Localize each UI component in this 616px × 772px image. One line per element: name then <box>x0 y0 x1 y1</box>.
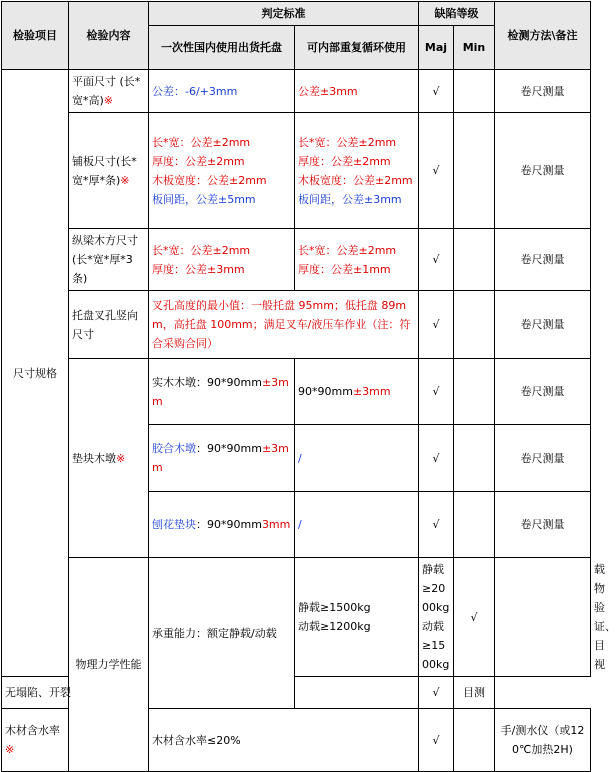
header-criteria: 判定标准 <box>149 2 419 26</box>
criteria-a: 实木木墩：90*90mm±3mm <box>149 359 295 425</box>
maj-check: √ <box>419 425 454 492</box>
content-cell: 纵梁木方尺寸(长*宽*厚*3条) <box>69 229 149 291</box>
content-cell: 托盘叉孔竖向尺寸 <box>69 291 149 359</box>
maj-cell <box>295 677 419 709</box>
maj-check: √ <box>419 359 454 425</box>
method-cell: 卷尺测量 <box>495 113 591 229</box>
criteria-a: 静载≥1500kg 动载≥1200kg <box>295 558 419 677</box>
method-cell: 卷尺测量 <box>495 291 591 359</box>
table-row <box>2 359 591 425</box>
criteria-b: 长*宽：公差±2mm 厚度：公差±2mm 木板宽度：公差±2mm 板间距，公差±3mm <box>295 113 419 229</box>
content-cell: 铺板尺寸(长*宽*厚*条)※ <box>69 113 149 229</box>
min-cell <box>454 425 495 492</box>
content-cell: 木材含水率 ※ <box>2 709 69 772</box>
min-cell <box>454 113 495 229</box>
criteria-b: / <box>295 492 419 558</box>
key-mark: ※ <box>116 451 126 465</box>
header-criteria-reusable: 可内部重复循环使用 <box>295 26 419 70</box>
criteria-a: 胶合木墩：90*90mm±3mm <box>149 425 295 492</box>
header-maj: Maj <box>419 26 454 70</box>
min-cell <box>454 709 495 772</box>
table-row <box>2 70 591 113</box>
maj-check: √ <box>419 113 454 229</box>
criteria-merged: 叉孔高度的最小值：一般托盘 95mm；低托盘 89mm，高托盘 100mm；满足叉车/液压车作业（注：符合采购合同） <box>149 291 419 359</box>
header-item: 检验项目 <box>2 2 69 70</box>
key-mark: ※ <box>5 743 15 756</box>
min-cell <box>454 291 495 359</box>
header-criteria-domestic: 一次性国内使用出货托盘 <box>149 26 295 70</box>
maj-check: √ <box>419 709 454 772</box>
table-row <box>2 113 591 229</box>
criteria-a: 长*宽：公差±2mm 厚度：公差±2mm 木板宽度：公差±2mm 板间距，公差±5mm <box>149 113 295 229</box>
criteria-b: 静载≥2000kg 动载≥1500kg <box>419 558 454 677</box>
key-mark: ※ <box>120 173 130 187</box>
min-cell <box>454 359 495 425</box>
method-cell: 卷尺测量 <box>495 229 591 291</box>
maj-check: √ <box>419 291 454 359</box>
min-cell <box>454 492 495 558</box>
criteria-a: 公差：-6/+3mm <box>149 70 295 113</box>
maj-check: √ <box>419 492 454 558</box>
criteria-b: 90*90mm±3mm <box>295 359 419 425</box>
min-cell <box>495 558 591 677</box>
header-defect-level: 缺陷等级 <box>419 2 495 26</box>
header-min: Min <box>454 26 495 70</box>
content-cell: 平面尺寸 (长*宽*高)※ <box>69 70 149 113</box>
header-row <box>2 2 591 26</box>
content-cell: 垫块木墩※ <box>69 359 149 558</box>
maj-check: √ <box>419 70 454 113</box>
header-method: 检测方法\备注 <box>495 2 591 70</box>
criteria-b: / <box>295 425 419 492</box>
table-row <box>2 677 591 709</box>
group-physics: 物理力学性能 <box>69 558 149 772</box>
min-cell <box>454 70 495 113</box>
criteria-merged: 无塌陷、开裂 <box>2 677 149 709</box>
content-cell: 承重能力：额定静载/动载 <box>149 558 295 709</box>
table-row <box>2 229 591 291</box>
table-row <box>2 291 591 359</box>
criteria-a: 长*宽：公差±2mm 厚度：公差±3mm <box>149 229 295 291</box>
maj-check: √ <box>419 229 454 291</box>
inspection-spec-table <box>1 1 616 772</box>
maj-check: √ <box>454 558 495 677</box>
method-cell: 卷尺测量 <box>495 70 591 113</box>
criteria-a: 刨花垫块：90*90mm3mm <box>149 492 295 558</box>
table-row: 物理力学性能 承重能力：额定静载/动载 静载≥1500kg 动载≥1200kg 静载≥2000kg 动载≥1500kg √ 载物验证、目视 <box>2 558 591 677</box>
criteria-b: 公差±3mm <box>295 70 419 113</box>
method-cell: 手/测水仪（或120℃加热2H) <box>495 709 591 772</box>
method-cell: 卷尺测量 <box>495 492 591 558</box>
criteria-merged: 木材含水率≤20% <box>149 709 419 772</box>
min-cell <box>454 229 495 291</box>
min-check: √ <box>419 677 454 709</box>
method-cell: 卷尺测量 <box>495 359 591 425</box>
criteria-b: 长*宽：公差±2mm 厚度：公差±1mm <box>295 229 419 291</box>
header-content: 检验内容 <box>69 2 149 70</box>
method-cell: 目测 <box>454 677 495 709</box>
key-mark: ※ <box>103 94 114 107</box>
method-cell: 卷尺测量 <box>495 425 591 492</box>
group-size: 尺寸规格 <box>2 70 69 677</box>
